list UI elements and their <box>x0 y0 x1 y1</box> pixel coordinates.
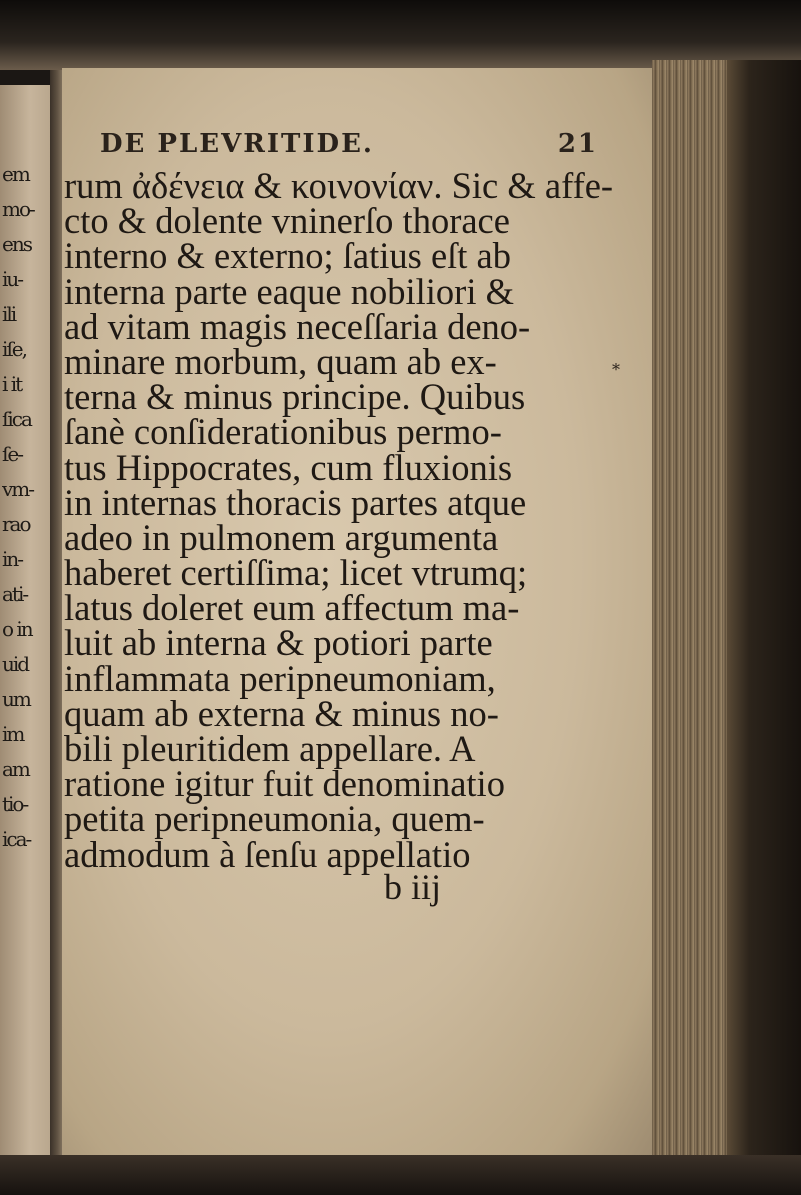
facing-page-line: iſe, <box>2 337 26 361</box>
bottom-shadow <box>0 1155 801 1195</box>
text-line: in internas thoracis partes atque <box>64 481 527 523</box>
text-line: luit ab interna & potiori parte <box>64 622 493 664</box>
text-line: cto & dolente vninerſo thorace <box>64 200 510 242</box>
facing-page-line: uid <box>2 652 29 676</box>
facing-page-line: tio- <box>2 792 28 816</box>
facing-page-line: o in <box>2 617 32 641</box>
text-line: interno & externo; ſatius eſt ab <box>64 235 512 277</box>
facing-page-line: ati- <box>2 582 28 606</box>
text-line: rum ἀδένεια & κοινονίαν. Sic & affe- <box>64 165 614 206</box>
facing-page-line: im <box>2 722 24 746</box>
signature-mark: b iij <box>384 867 442 907</box>
facing-page-line: i it <box>2 372 22 396</box>
text-line: ad vitam magis neceſſaria deno- <box>64 305 531 347</box>
text-line: terna & minus principe. Quibus <box>64 376 526 418</box>
running-head: DE PLEVRITIDE. <box>100 129 374 159</box>
fore-edge <box>652 60 727 1160</box>
facing-page-line: am <box>2 757 29 781</box>
text-line: minare morbum, quam ab ex- <box>64 340 497 382</box>
facing-page-line: ili <box>2 302 16 326</box>
text-line: admodum à ſenſu appellatio <box>64 833 471 875</box>
facing-page-line: ens <box>2 232 31 256</box>
text-line: petita peripneumonia, quem- <box>64 798 485 840</box>
facing-page-line: ica- <box>2 827 31 851</box>
text-line: haberet certiſſima; licet vtrumq; <box>64 552 528 594</box>
text-line: tus Hippocrates, cum fluxionis <box>64 446 513 488</box>
facing-page-line: in- <box>2 547 23 571</box>
facing-page-fragment <box>0 85 50 1155</box>
facing-page-line: mo- <box>2 197 34 221</box>
text-line: ratione igitur fuit denominatio <box>64 763 505 805</box>
text-line: ſanè conſiderationibus permo- <box>64 411 502 453</box>
facing-page-line: ſica <box>2 407 31 431</box>
body-text <box>64 165 624 875</box>
facing-page-line: iu- <box>2 267 23 291</box>
facing-page-line: vm- <box>2 477 34 501</box>
margin-asterisk: * <box>612 360 620 379</box>
text-line: interna parte eaque nobiliori & <box>64 270 514 312</box>
text-line: latus doleret eum affectum ma- <box>64 587 520 629</box>
facing-page-line: em <box>2 162 29 186</box>
facing-page-line: um <box>2 687 30 711</box>
page-header <box>100 129 620 159</box>
facing-page-line: ſe- <box>2 442 22 466</box>
text-line: adeo in pulmonem argumenta <box>64 516 499 558</box>
text-line: bili pleuritidem appellare. A <box>64 728 476 769</box>
text-line: quam ab externa & minus no- <box>64 692 499 734</box>
facing-page-line: rao <box>2 512 30 536</box>
page-number: 21 <box>557 129 598 159</box>
text-line: inflammata peripneumoniam, <box>64 657 496 699</box>
book-cover-edge <box>727 60 801 1195</box>
